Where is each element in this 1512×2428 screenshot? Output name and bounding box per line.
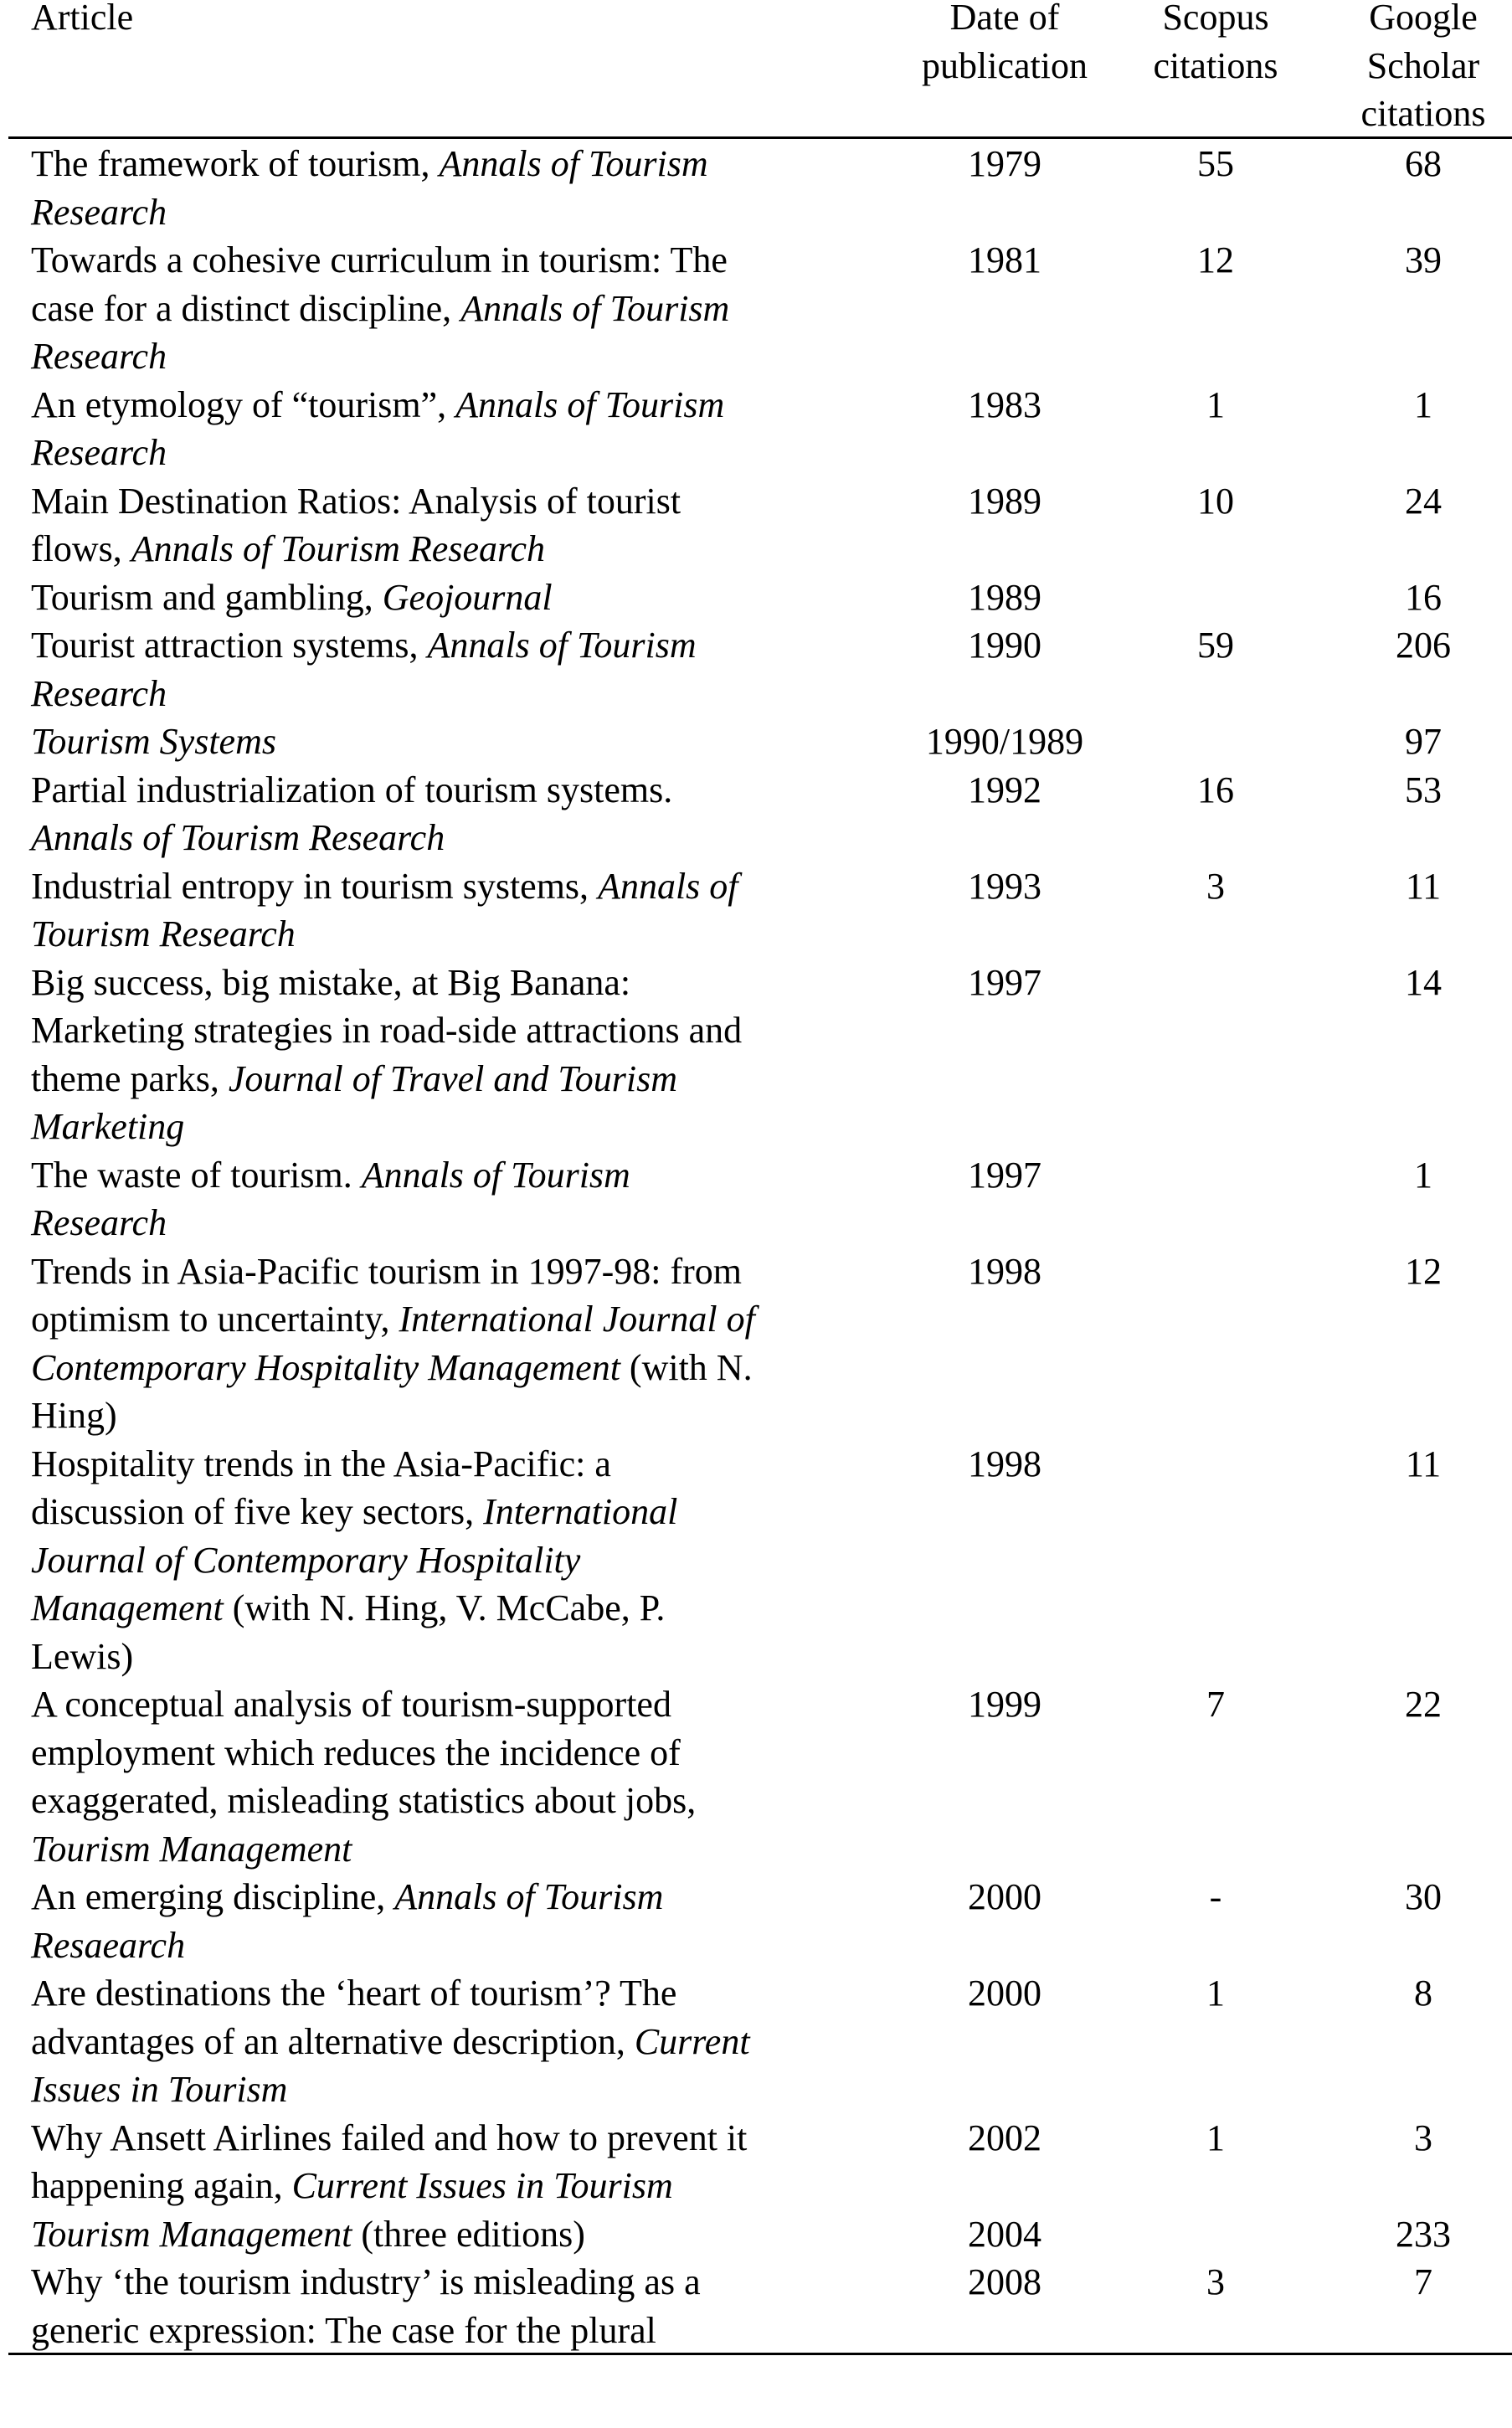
journal-title: Management: [31, 1587, 224, 1628]
date-cell: 1989: [968, 576, 1041, 618]
table-body: [0, 140, 1512, 2354]
date-cell: 2008: [968, 2261, 1041, 2302]
article-line: [31, 1055, 885, 1103]
header-rule: [8, 136, 1512, 139]
article-line: [31, 1536, 885, 1585]
article-cell: [31, 621, 885, 718]
table-header: [0, 0, 1512, 138]
scholar-cell: 1: [1414, 1154, 1432, 1196]
date-cell: 1990/1989: [925, 721, 1084, 762]
journal-title: Research: [31, 191, 167, 233]
article-line: [31, 2162, 885, 2210]
article-text: Hing): [31, 1395, 117, 1436]
journal-title: Geojournal: [382, 576, 553, 618]
article-text: The framework of tourism,: [31, 143, 440, 184]
article-cell: [31, 2210, 885, 2259]
article-line: [31, 332, 885, 381]
article-cell: [31, 2114, 885, 2210]
scopus-cell: 55: [1197, 143, 1234, 184]
journal-title: Annals of: [598, 865, 738, 907]
article-text: (with N.: [620, 1346, 753, 1388]
article-line: [31, 1151, 885, 1200]
date-cell: 1997: [968, 961, 1041, 1003]
scopus-cell: 3: [1206, 865, 1225, 907]
article-text: Partial industrialization of tourism systems.: [31, 769, 673, 810]
header-article-label: Article: [31, 0, 134, 38]
journal-title: Annals of Tourism: [455, 383, 725, 425]
article-line: [31, 2065, 885, 2114]
scopus-cell: 1: [1206, 1973, 1225, 2014]
article-text: A conceptual analysis of tourism-supported: [31, 1684, 671, 1725]
journal-title: Research: [31, 672, 167, 714]
table-row: [0, 140, 1512, 236]
table-row: [0, 2210, 1512, 2259]
scholar-cell: 14: [1405, 961, 1442, 1003]
journal-title: Journal of Contemporary Hospitality: [31, 1539, 581, 1581]
header-date-of-publication: [904, 0, 1105, 90]
article-line: [31, 1969, 885, 2018]
article-line: [31, 1825, 885, 1874]
journal-title: Tourism Research: [31, 913, 296, 954]
article-line: [31, 1680, 885, 1729]
article-text: happening again,: [31, 2165, 292, 2206]
date-cell: 2004: [968, 2213, 1041, 2255]
article-text: theme parks,: [31, 1057, 229, 1099]
table-row: [0, 2114, 1512, 2210]
article-line: [31, 621, 885, 670]
article-line: [31, 477, 885, 526]
table-row: [0, 959, 1512, 1151]
scholar-cell: 68: [1405, 143, 1442, 184]
article-line: [31, 2210, 885, 2259]
scholar-cell: 30: [1405, 1876, 1442, 1917]
article-cell: [31, 1680, 885, 1873]
article-line: [31, 140, 885, 188]
scholar-cell: 1: [1414, 383, 1432, 425]
scholar-cell: 97: [1405, 721, 1442, 762]
scholar-cell: 3: [1414, 2117, 1432, 2158]
article-line: [31, 862, 885, 911]
article-line: [31, 2307, 885, 2355]
date-cell: 1989: [968, 480, 1041, 522]
scholar-cell: 11: [1405, 865, 1442, 907]
scopus-cell: 12: [1197, 239, 1234, 280]
journal-title: Annals of Tourism Research: [31, 817, 445, 858]
header-date-line-1: Date of: [949, 0, 1060, 38]
article-line: [31, 1006, 885, 1055]
journal-title: Contemporary Hospitality Management: [31, 1346, 620, 1388]
header-scopus-citations: [1122, 0, 1309, 90]
article-text: Towards a cohesive curriculum in tourism: The: [31, 239, 728, 280]
journal-title: International Journal of: [399, 1299, 755, 1340]
article-cell: [31, 1873, 885, 1969]
table-row: [0, 718, 1512, 766]
article-line: [31, 1103, 885, 1151]
article-text: generic expression: The case for the plural: [31, 2309, 656, 2351]
date-cell: 1999: [968, 1684, 1041, 1725]
article-text: Why ‘the tourism industry’ is misleading as a: [31, 2261, 701, 2302]
scopus-cell: 7: [1206, 1684, 1225, 1725]
article-text: An emerging discipline,: [31, 1876, 395, 1917]
scholar-cell: 206: [1396, 625, 1451, 666]
header-article: [31, 0, 885, 42]
article-cell: [31, 477, 885, 574]
article-line: [31, 1633, 885, 1681]
journal-title: Tourism Systems: [31, 721, 276, 762]
table-row: [0, 862, 1512, 959]
article-line: [31, 718, 885, 766]
article-line: [31, 236, 885, 285]
journal-title: Tourism Management: [31, 2213, 352, 2255]
date-cell: 2002: [968, 2117, 1041, 2158]
scopus-cell: 16: [1197, 769, 1234, 810]
header-date-line-2: publication: [922, 44, 1088, 86]
scopus-cell: 59: [1197, 625, 1234, 666]
journal-title: Annals of Tourism Research: [131, 528, 545, 569]
article-text: employment which reduces the incidence of: [31, 1731, 681, 1773]
scholar-cell: 22: [1405, 1684, 1442, 1725]
article-text: Big success, big mistake, at Big Banana:: [31, 961, 631, 1003]
scopus-cell: -: [1209, 1876, 1222, 1917]
scopus-cell: 10: [1197, 480, 1234, 522]
article-cell: [31, 2258, 885, 2354]
table-row: [0, 766, 1512, 862]
article-line: [31, 2114, 885, 2163]
article-text: Tourism and gambling,: [31, 576, 383, 618]
date-cell: 1992: [968, 769, 1041, 810]
article-line: [31, 766, 885, 815]
article-cell: [31, 718, 885, 766]
article-text: discussion of five key sectors,: [31, 1491, 484, 1532]
journal-title: Research: [31, 336, 167, 377]
article-line: [31, 381, 885, 430]
article-text: Marketing strategies in road-side attractions and: [31, 1010, 743, 1051]
article-line: [31, 2258, 885, 2307]
date-cell: 2000: [968, 1876, 1041, 1917]
article-cell: [31, 574, 885, 622]
journal-title: Tourism Management: [31, 1828, 352, 1870]
journal-title: Marketing: [31, 1106, 185, 1147]
scholar-cell: 7: [1414, 2261, 1432, 2302]
table-row: [0, 1247, 1512, 1440]
journal-title: Annals of Tourism: [439, 143, 708, 184]
journal-title: Resaearch: [31, 1924, 186, 1966]
journal-title: Current Issues in Tourism: [291, 2165, 673, 2206]
article-text: exaggerated, misleading statistics about jobs,: [31, 1780, 697, 1821]
article-cell: [31, 766, 885, 862]
date-cell: 1983: [968, 383, 1041, 425]
table-row: [0, 621, 1512, 718]
date-cell: 1993: [968, 865, 1041, 907]
scholar-cell: 11: [1405, 1443, 1442, 1484]
header-scholar-line-1: Google: [1369, 0, 1478, 38]
article-cell: [31, 1151, 885, 1247]
article-line: [31, 2018, 885, 2066]
article-cell: [31, 862, 885, 959]
article-text: Hospitality trends in the Asia-Pacific: a: [31, 1443, 611, 1484]
article-line: [31, 574, 885, 622]
journal-title: Journal of Travel and Tourism: [228, 1057, 678, 1099]
article-text: Lewis): [31, 1635, 134, 1677]
article-line: [31, 910, 885, 959]
date-cell: 1979: [968, 143, 1041, 184]
article-text: Why Ansett Airlines failed and how to prevent it: [31, 2117, 748, 2158]
article-text: An etymology of “tourism”,: [31, 383, 456, 425]
article-line: [31, 1729, 885, 1777]
article-cell: [31, 1969, 885, 2114]
table-row: [0, 381, 1512, 477]
article-text: Main Destination Ratios: Analysis of tourist: [31, 480, 681, 522]
article-text: Tourist attraction systems,: [31, 625, 428, 666]
article-cell: [31, 381, 885, 477]
article-text: advantages of an alternative description,: [31, 2020, 635, 2062]
journal-title: Current: [634, 2020, 750, 2062]
table-row: [0, 236, 1512, 381]
table-row: [0, 1151, 1512, 1247]
bottom-rule: [8, 2353, 1512, 2355]
date-cell: 1998: [968, 1250, 1041, 1292]
article-line: [31, 285, 885, 333]
journal-title: Issues in Tourism: [31, 2069, 288, 2110]
article-line: [31, 1344, 885, 1392]
journal-title: Annals of Tourism: [427, 625, 697, 666]
article-line: [31, 1295, 885, 1344]
article-line: [31, 525, 885, 574]
date-cell: 1998: [968, 1443, 1041, 1484]
article-line: [31, 1247, 885, 1296]
date-cell: 2000: [968, 1973, 1041, 2014]
article-text: flows,: [31, 528, 131, 569]
table-row: [0, 477, 1512, 574]
article-cell: [31, 1247, 885, 1440]
article-line: [31, 1873, 885, 1921]
article-line: [31, 1488, 885, 1536]
header-scopus-line-1: Scopus: [1162, 0, 1269, 38]
journal-title: Research: [31, 432, 167, 473]
table-row: [0, 1440, 1512, 1681]
date-cell: 1981: [968, 239, 1041, 280]
article-line: [31, 1391, 885, 1440]
article-cell: [31, 140, 885, 236]
article-text: optimism to uncertainty,: [31, 1299, 399, 1340]
table-row: [0, 2258, 1512, 2354]
header-scopus-line-2: citations: [1153, 44, 1278, 86]
journal-title: International: [483, 1491, 678, 1532]
article-cell: [31, 959, 885, 1151]
article-line: [31, 959, 885, 1007]
date-cell: 1990: [968, 625, 1041, 666]
article-line: [31, 814, 885, 862]
date-cell: 1997: [968, 1154, 1041, 1196]
table-row: [0, 1969, 1512, 2114]
header-google-scholar-citations: [1331, 0, 1512, 138]
journal-title: Annals of Tourism: [361, 1154, 630, 1196]
scopus-cell: 1: [1206, 2117, 1225, 2158]
article-text: (three editions): [352, 2213, 585, 2255]
article-cell: [31, 236, 885, 381]
scholar-cell: 53: [1405, 769, 1442, 810]
article-text: case for a distinct discipline,: [31, 287, 461, 329]
table-row: [0, 1680, 1512, 1873]
article-text: (with N. Hing, V. McCabe, P.: [223, 1587, 666, 1628]
article-line: [31, 1584, 885, 1633]
journal-title: Annals of Tourism: [460, 287, 730, 329]
article-line: [31, 1777, 885, 1825]
scholar-cell: 8: [1414, 1973, 1432, 2014]
table-row: [0, 1873, 1512, 1969]
scholar-cell: 233: [1396, 2213, 1451, 2255]
scholar-cell: 39: [1405, 239, 1442, 280]
article-line: [31, 1199, 885, 1247]
scholar-cell: 16: [1405, 576, 1442, 618]
article-line: [31, 1440, 885, 1489]
scholar-cell: 24: [1405, 480, 1442, 522]
article-line: [31, 188, 885, 237]
header-scholar-line-2: Scholar: [1366, 44, 1480, 86]
scopus-cell: 1: [1206, 383, 1225, 425]
article-line: [31, 1921, 885, 1970]
article-text: Industrial entropy in tourism systems,: [31, 865, 599, 907]
article-line: [31, 670, 885, 718]
article-text: The waste of tourism.: [31, 1154, 362, 1196]
table-row: [0, 574, 1512, 622]
scholar-cell: 12: [1405, 1250, 1442, 1292]
journal-title: Annals of Tourism: [394, 1876, 664, 1917]
article-text: Are destinations the ‘heart of tourism’? The: [31, 1973, 677, 2014]
journal-title: Research: [31, 1202, 167, 1243]
header-scholar-line-3: citations: [1360, 93, 1486, 134]
article-line: [31, 429, 885, 477]
article-text: Trends in Asia-Pacific tourism in 1997-98: from: [31, 1250, 742, 1292]
article-cell: [31, 1440, 885, 1681]
scopus-cell: 3: [1206, 2261, 1225, 2302]
